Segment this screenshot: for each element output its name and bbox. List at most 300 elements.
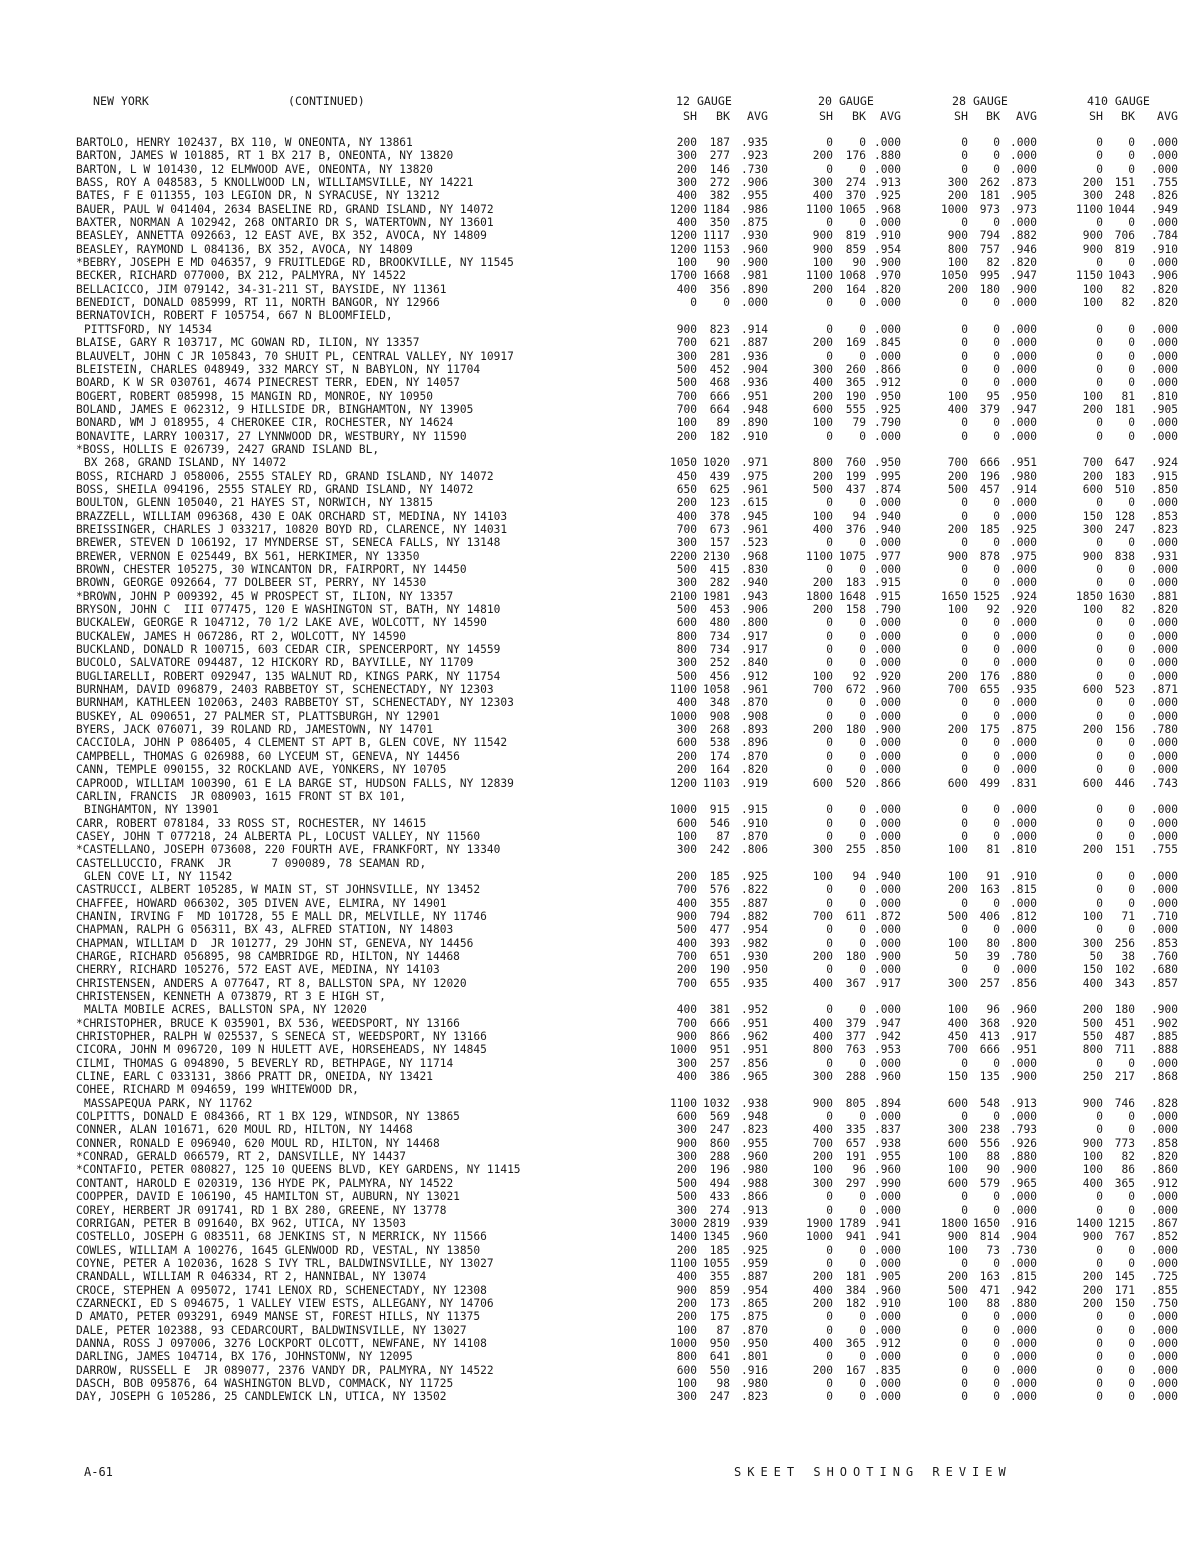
score-cell: 1650 bbox=[973, 1216, 1000, 1230]
score-cell: .881 bbox=[1151, 589, 1178, 603]
score-cell: 95 bbox=[986, 389, 1000, 403]
score-cell: .850 bbox=[874, 843, 901, 857]
score-cell: 1153 bbox=[703, 242, 730, 256]
score-cell: 500 bbox=[947, 1283, 968, 1297]
score-cell: 158 bbox=[845, 603, 866, 617]
score-cell: 200 bbox=[676, 1163, 697, 1177]
score-cell: 0 bbox=[1128, 736, 1135, 750]
score-cell: 0 bbox=[1128, 429, 1135, 443]
score-cell: 175 bbox=[709, 1310, 730, 1324]
score-cell: 900 bbox=[676, 909, 697, 923]
score-cell: .953 bbox=[874, 1043, 901, 1057]
score-cell: .925 bbox=[741, 1243, 768, 1257]
score-cell: .936 bbox=[741, 376, 768, 390]
shooter-name-address: BLAUVELT, JOHN C JR 105843, 70 SHUIT PL, CENTRAL VALLEY, NY 10917 bbox=[76, 349, 514, 363]
score-cell: 100 bbox=[947, 1003, 968, 1017]
score-cell: 900 bbox=[1082, 1096, 1103, 1110]
score-cell: 666 bbox=[979, 1043, 1000, 1057]
score-cell: .870 bbox=[741, 749, 768, 763]
score-cell: 348 bbox=[709, 696, 730, 710]
score-cell: 0 bbox=[993, 829, 1000, 843]
score-cell: .806 bbox=[741, 843, 768, 857]
shooter-name-address: *CONRAD, GERALD 066579, RT 2, DANSVILLE, NY 14437 bbox=[76, 1150, 407, 1164]
score-cell: 0 bbox=[993, 963, 1000, 977]
score-cell: 550 bbox=[709, 1363, 730, 1377]
score-cell: 300 bbox=[1082, 936, 1103, 950]
shooter-name-address: BASS, ROY A 048583, 5 KNOLLWOOD LN, WILLIAMSVILLE, NY 14221 bbox=[76, 176, 474, 190]
score-cell: 0 bbox=[826, 616, 833, 630]
score-cell: 657 bbox=[845, 1136, 866, 1150]
score-cell: .925 bbox=[1010, 522, 1037, 536]
table-row bbox=[0, 336, 1200, 349]
score-cell: 288 bbox=[709, 1150, 730, 1164]
score-cell: 164 bbox=[709, 763, 730, 777]
score-cell: 700 bbox=[676, 336, 697, 350]
score-cell: .000 bbox=[874, 709, 901, 723]
score-cell: .904 bbox=[1010, 1230, 1037, 1244]
score-cell: 100 bbox=[947, 389, 968, 403]
score-cell: 0 bbox=[859, 429, 866, 443]
score-cell: 0 bbox=[1128, 1363, 1135, 1377]
score-cell: .857 bbox=[1151, 976, 1178, 990]
column-label: SH bbox=[954, 109, 968, 123]
score-cell: .000 bbox=[874, 816, 901, 830]
table-row bbox=[0, 1123, 1200, 1136]
score-cell: 550 bbox=[1082, 1030, 1103, 1044]
score-cell: .828 bbox=[1151, 1096, 1178, 1110]
score-cell: .882 bbox=[1010, 229, 1037, 243]
score-cell: 255 bbox=[845, 843, 866, 857]
score-cell: 437 bbox=[845, 482, 866, 496]
score-cell: .000 bbox=[1151, 736, 1178, 750]
table-row bbox=[0, 309, 1200, 322]
score-cell: 0 bbox=[993, 429, 1000, 443]
score-cell: 0 bbox=[993, 576, 1000, 590]
score-cell: 200 bbox=[812, 1150, 833, 1164]
shooter-name-address: COLPITTS, DONALD E 084366, RT 1 BX 129, WINDSOR, NY 13865 bbox=[76, 1110, 460, 1124]
score-cell: 0 bbox=[859, 1390, 866, 1404]
score-cell: 900 bbox=[812, 1096, 833, 1110]
score-cell: .000 bbox=[874, 883, 901, 897]
score-cell: .961 bbox=[741, 683, 768, 697]
table-row bbox=[0, 963, 1200, 976]
score-cell: 262 bbox=[979, 176, 1000, 190]
shooter-name-address: BX 268, GRAND ISLAND, NY 14072 bbox=[84, 456, 287, 470]
score-cell: 0 bbox=[961, 1363, 968, 1377]
score-cell: 900 bbox=[676, 322, 697, 336]
score-cell: .820 bbox=[874, 282, 901, 296]
score-cell: 734 bbox=[709, 643, 730, 657]
score-cell: 400 bbox=[947, 1016, 968, 1030]
score-cell: .000 bbox=[1151, 1350, 1178, 1364]
score-cell: 700 bbox=[676, 883, 697, 897]
score-cell: 0 bbox=[859, 896, 866, 910]
table-row bbox=[0, 510, 1200, 523]
score-cell: 356 bbox=[709, 282, 730, 296]
score-cell: 0 bbox=[1128, 896, 1135, 910]
table-row bbox=[0, 1003, 1200, 1016]
score-cell: 0 bbox=[961, 616, 968, 630]
score-cell: 700 bbox=[676, 949, 697, 963]
score-cell: .896 bbox=[741, 736, 768, 750]
score-cell: .000 bbox=[874, 429, 901, 443]
score-cell: 100 bbox=[676, 416, 697, 430]
score-cell: 0 bbox=[826, 496, 833, 510]
score-cell: 200 bbox=[812, 723, 833, 737]
score-cell: 1525 bbox=[973, 589, 1000, 603]
score-cell: 0 bbox=[826, 709, 833, 723]
table-row bbox=[0, 723, 1200, 736]
score-cell: 200 bbox=[947, 469, 968, 483]
table-row bbox=[0, 1390, 1200, 1403]
score-cell: 169 bbox=[845, 336, 866, 350]
shooter-name-address: CONTANT, HAROLD E 020319, 136 HYDE PK, PALMYRA, NY 14522 bbox=[76, 1176, 454, 1190]
table-row bbox=[0, 1043, 1200, 1056]
score-cell: .000 bbox=[874, 763, 901, 777]
table-row bbox=[0, 883, 1200, 896]
shooter-name-address: CARR, ROBERT 078184, 33 ROSS ST, ROCHESTER, NY 14615 bbox=[76, 816, 427, 830]
score-cell: .730 bbox=[741, 162, 768, 176]
score-cell: 200 bbox=[676, 429, 697, 443]
shooter-name-address: *BROWN, JOHN P 009392, 45 W PROSPECT ST, ILION, NY 13357 bbox=[76, 589, 454, 603]
score-cell: .917 bbox=[741, 629, 768, 643]
score-cell: 600 bbox=[1082, 683, 1103, 697]
score-cell: 767 bbox=[1114, 1230, 1135, 1244]
score-cell: .900 bbox=[1010, 1070, 1037, 1084]
score-cell: 1000 bbox=[670, 1336, 697, 1350]
score-cell: 1200 bbox=[670, 776, 697, 790]
score-cell: .000 bbox=[1010, 576, 1037, 590]
score-cell: 150 bbox=[1082, 509, 1103, 523]
score-cell: 256 bbox=[1114, 936, 1135, 950]
shooter-name-address: BEASLEY, RAYMOND L 084136, BX 352, AVOCA, NY 14809 bbox=[76, 242, 413, 256]
shooter-name-address: BROWN, CHESTER 105275, 30 WINCANTON DR, FAIRPORT, NY 14450 bbox=[76, 563, 467, 576]
score-cell: .784 bbox=[1151, 229, 1178, 243]
score-cell: 0 bbox=[993, 749, 1000, 763]
score-cell: 0 bbox=[1096, 349, 1103, 363]
score-cell: 0 bbox=[1128, 162, 1135, 176]
score-cell: .000 bbox=[1010, 803, 1037, 817]
table-row bbox=[0, 283, 1200, 296]
score-cell: 0 bbox=[993, 696, 1000, 710]
score-cell: 0 bbox=[1128, 576, 1135, 590]
score-cell: 0 bbox=[961, 1336, 968, 1350]
score-cell: 100 bbox=[947, 1243, 968, 1257]
score-cell: 0 bbox=[1096, 803, 1103, 817]
score-cell: 650 bbox=[676, 482, 697, 496]
table-row bbox=[0, 1377, 1200, 1390]
shooter-name-address: BUCKALEW, JAMES H 067286, RT 2, WOLCOTT, NY 14590 bbox=[76, 629, 407, 643]
score-cell: .615 bbox=[741, 496, 768, 510]
score-cell: .000 bbox=[1151, 429, 1178, 443]
score-cell: 335 bbox=[845, 1123, 866, 1137]
score-cell: 100 bbox=[947, 936, 968, 950]
score-cell: 156 bbox=[1114, 723, 1135, 737]
score-cell: 0 bbox=[1096, 576, 1103, 590]
score-cell: 180 bbox=[1114, 1003, 1135, 1017]
score-cell: 0 bbox=[1096, 749, 1103, 763]
shooter-name-address: COSTELLO, JOSEPH G 083511, 68 JENKINS ST, N MERRICK, NY 11566 bbox=[76, 1230, 487, 1244]
score-cell: 456 bbox=[709, 669, 730, 683]
score-cell: 196 bbox=[979, 469, 1000, 483]
score-cell: .913 bbox=[874, 176, 901, 190]
score-cell: 500 bbox=[676, 603, 697, 617]
table-row bbox=[0, 1177, 1200, 1190]
score-cell: 1068 bbox=[839, 269, 866, 283]
score-cell: 200 bbox=[812, 1270, 833, 1284]
column-label: BK bbox=[852, 109, 866, 123]
score-cell: 600 bbox=[1082, 776, 1103, 790]
score-cell: 370 bbox=[845, 189, 866, 203]
score-cell: 0 bbox=[1096, 1190, 1103, 1204]
score-cell: 1100 bbox=[806, 202, 833, 216]
score-cell: 900 bbox=[947, 229, 968, 243]
score-cell: 200 bbox=[1082, 469, 1103, 483]
score-cell: 196 bbox=[709, 1163, 730, 1177]
shooter-name-address: DARLING, JAMES 104714, BX 176, JOHNSTONW, NY 12095 bbox=[76, 1350, 413, 1364]
table-row bbox=[0, 1244, 1200, 1257]
score-cell: 1058 bbox=[703, 683, 730, 697]
score-cell: 274 bbox=[709, 1203, 730, 1217]
score-cell: 700 bbox=[812, 1136, 833, 1150]
score-cell: .823 bbox=[741, 1390, 768, 1404]
table-row bbox=[0, 1284, 1200, 1297]
score-cell: .951 bbox=[741, 389, 768, 403]
score-cell: 0 bbox=[993, 656, 1000, 670]
score-cell: 900 bbox=[947, 1230, 968, 1244]
score-cell: 378 bbox=[709, 509, 730, 523]
score-cell: 600 bbox=[947, 1096, 968, 1110]
score-cell: .860 bbox=[1151, 1163, 1178, 1177]
score-cell: .975 bbox=[1010, 549, 1037, 563]
score-cell: .919 bbox=[741, 776, 768, 790]
score-cell: .000 bbox=[874, 936, 901, 950]
score-cell: .960 bbox=[741, 242, 768, 256]
score-cell: 1044 bbox=[1108, 202, 1135, 216]
score-cell: .801 bbox=[741, 1350, 768, 1364]
score-cell: 181 bbox=[979, 189, 1000, 203]
score-cell: .830 bbox=[741, 563, 768, 576]
score-cell: .000 bbox=[741, 296, 768, 310]
score-cell: 600 bbox=[812, 776, 833, 790]
score-cell: .965 bbox=[1010, 1176, 1037, 1190]
score-cell: 0 bbox=[993, 563, 1000, 576]
score-cell: 300 bbox=[676, 1203, 697, 1217]
score-cell: .000 bbox=[1010, 749, 1037, 763]
score-cell: .968 bbox=[874, 202, 901, 216]
score-cell: .000 bbox=[874, 1256, 901, 1270]
shooter-name-address: BONAVITE, LARRY 100317, 27 LYNNWOOD DR, WESTBURY, NY 11590 bbox=[76, 429, 467, 443]
table-row bbox=[0, 630, 1200, 643]
score-cell: 0 bbox=[1096, 336, 1103, 350]
score-cell: .000 bbox=[1010, 616, 1037, 630]
score-cell: .000 bbox=[1010, 829, 1037, 843]
shooter-name-address: DARROW, RUSSELL E JR 089077, 2376 VANDY DR, PALMYRA, NY 14522 bbox=[76, 1363, 494, 1377]
score-cell: 700 bbox=[1082, 456, 1103, 470]
score-cell: 400 bbox=[676, 509, 697, 523]
score-cell: 365 bbox=[1114, 1176, 1135, 1190]
score-cell: 0 bbox=[859, 1056, 866, 1070]
score-cell: 0 bbox=[1128, 749, 1135, 763]
score-cell: 300 bbox=[676, 349, 697, 363]
score-cell: .000 bbox=[1010, 1310, 1037, 1324]
score-cell: 0 bbox=[1128, 376, 1135, 390]
score-cell: .000 bbox=[1010, 509, 1037, 523]
score-cell: 100 bbox=[1082, 296, 1103, 310]
score-cell: 823 bbox=[709, 322, 730, 336]
score-cell: 523 bbox=[1114, 683, 1135, 697]
score-cell: .980 bbox=[1010, 469, 1037, 483]
score-cell: .000 bbox=[1010, 376, 1037, 390]
score-cell: .760 bbox=[1151, 949, 1178, 963]
score-cell: 0 bbox=[1128, 362, 1135, 376]
score-cell: 0 bbox=[1128, 803, 1135, 817]
score-cell: .936 bbox=[741, 349, 768, 363]
score-cell: .000 bbox=[1151, 709, 1178, 723]
score-cell: 0 bbox=[1096, 216, 1103, 230]
score-cell: 39 bbox=[986, 949, 1000, 963]
score-cell: .000 bbox=[1151, 1056, 1178, 1070]
shooter-name-address: CHAPMAN, WILLIAM D JR 101277, 29 JOHN ST, GENEVA, NY 14456 bbox=[76, 936, 474, 950]
shooter-name-address: CHRISTOPHER, RALPH W 025537, S SENECA ST, WEEDSPORT, NY 13166 bbox=[76, 1030, 487, 1044]
score-cell: 200 bbox=[812, 576, 833, 590]
shooter-name-address: BECKER, RICHARD 077000, BX 212, PALMYRA, NY 14522 bbox=[76, 269, 407, 283]
score-cell: 500 bbox=[812, 482, 833, 496]
score-cell: 0 bbox=[993, 136, 1000, 149]
score-cell: .820 bbox=[1151, 1150, 1178, 1164]
score-cell: 200 bbox=[947, 669, 968, 683]
column-label: SH bbox=[683, 109, 697, 123]
score-cell: 3000 bbox=[670, 1216, 697, 1230]
score-cell: .882 bbox=[741, 909, 768, 923]
score-cell: 0 bbox=[993, 162, 1000, 176]
score-cell: 452 bbox=[709, 362, 730, 376]
table-row bbox=[0, 1257, 1200, 1270]
score-cell: 1900 bbox=[806, 1216, 833, 1230]
score-cell: .988 bbox=[741, 1176, 768, 1190]
score-cell: 242 bbox=[709, 843, 730, 857]
score-cell: .887 bbox=[741, 336, 768, 350]
score-cell: .000 bbox=[1151, 349, 1178, 363]
score-cell: 247 bbox=[1114, 522, 1135, 536]
score-cell: 1050 bbox=[670, 456, 697, 470]
column-label: BK bbox=[1121, 109, 1135, 123]
score-cell: .000 bbox=[1151, 616, 1178, 630]
score-cell: .912 bbox=[1151, 1176, 1178, 1190]
score-cell: 272 bbox=[709, 176, 730, 190]
score-cell: 0 bbox=[859, 1190, 866, 1204]
score-cell: 100 bbox=[1082, 282, 1103, 296]
table-row bbox=[0, 563, 1200, 576]
score-cell: 655 bbox=[979, 683, 1000, 697]
score-cell: 1000 bbox=[806, 1230, 833, 1244]
score-cell: 0 bbox=[1096, 1350, 1103, 1364]
score-cell: 163 bbox=[979, 1270, 1000, 1284]
score-cell: 0 bbox=[1096, 643, 1103, 657]
score-cell: .900 bbox=[874, 723, 901, 737]
score-cell: 200 bbox=[947, 723, 968, 737]
score-cell: .962 bbox=[741, 1030, 768, 1044]
score-cell: .855 bbox=[1151, 1283, 1178, 1297]
score-cell: 297 bbox=[845, 1176, 866, 1190]
score-cell: .823 bbox=[741, 1123, 768, 1137]
column-label: AVG bbox=[1157, 109, 1178, 123]
score-cell: 87 bbox=[716, 1323, 730, 1337]
score-cell: 494 bbox=[709, 1176, 730, 1190]
score-cell: 0 bbox=[1096, 1310, 1103, 1324]
score-cell: 90 bbox=[852, 256, 866, 270]
score-cell: 200 bbox=[812, 1296, 833, 1310]
score-cell: 706 bbox=[1114, 229, 1135, 243]
score-cell: 0 bbox=[1128, 349, 1135, 363]
score-cell: 0 bbox=[1096, 376, 1103, 390]
score-cell: 0 bbox=[826, 763, 833, 777]
score-cell: .941 bbox=[874, 1216, 901, 1230]
score-cell: .940 bbox=[874, 869, 901, 883]
score-cell: .906 bbox=[1151, 269, 1178, 283]
score-cell: 0 bbox=[859, 763, 866, 777]
score-cell: .710 bbox=[1151, 909, 1178, 923]
score-cell: 88 bbox=[986, 1150, 1000, 1164]
score-cell: 0 bbox=[859, 1323, 866, 1337]
score-cell: 217 bbox=[1114, 1070, 1135, 1084]
score-cell: .910 bbox=[874, 1296, 901, 1310]
score-cell: 0 bbox=[826, 1110, 833, 1124]
score-cell: 0 bbox=[859, 656, 866, 670]
score-cell: 1032 bbox=[703, 1096, 730, 1110]
score-cell: .915 bbox=[874, 576, 901, 590]
score-cell: 300 bbox=[676, 1150, 697, 1164]
score-cell: 546 bbox=[709, 816, 730, 830]
score-cell: 300 bbox=[676, 536, 697, 550]
shooter-name-address: BONARD, WM J 018955, 4 CHEROKEE CIR, ROCHESTER, NY 14624 bbox=[76, 416, 454, 430]
shooter-name-address: BURNHAM, KATHLEEN 102063, 2403 RABBETOY ST, SCHENECTADY, NY 12303 bbox=[76, 696, 514, 710]
score-cell: .885 bbox=[1151, 1030, 1178, 1044]
score-cell: .750 bbox=[1151, 1296, 1178, 1310]
shooter-name-address: MASSAPEQUA PARK, NY 11762 bbox=[84, 1096, 253, 1110]
score-cell: 0 bbox=[859, 162, 866, 176]
score-cell: 300 bbox=[812, 1070, 833, 1084]
score-cell: .826 bbox=[1151, 189, 1178, 203]
shooter-name-address: CACCIOLA, JOHN P 086405, 4 CLEMENT ST APT B, GLEN COVE, NY 11542 bbox=[76, 736, 508, 750]
score-cell: .990 bbox=[874, 1176, 901, 1190]
score-cell: 365 bbox=[845, 376, 866, 390]
score-cell: 0 bbox=[961, 376, 968, 390]
score-cell: .910 bbox=[741, 816, 768, 830]
score-cell: .950 bbox=[741, 963, 768, 977]
score-cell: .000 bbox=[1010, 736, 1037, 750]
shooter-name-address: *BEBRY, JOSEPH E MD 046357, 9 FRUITLEDGE RD, BROOKVILLE, NY 11545 bbox=[76, 256, 514, 270]
score-cell: 0 bbox=[859, 1243, 866, 1257]
score-cell: 1200 bbox=[670, 242, 697, 256]
score-cell: 0 bbox=[1096, 1376, 1103, 1390]
score-cell: 73 bbox=[986, 1243, 1000, 1257]
score-cell: 94 bbox=[852, 509, 866, 523]
score-cell: .875 bbox=[741, 216, 768, 230]
score-cell: .880 bbox=[1010, 669, 1037, 683]
score-cell: .858 bbox=[1151, 1136, 1178, 1150]
score-cell: .955 bbox=[741, 189, 768, 203]
score-cell: 538 bbox=[709, 736, 730, 750]
score-cell: .000 bbox=[874, 1243, 901, 1257]
score-cell: .000 bbox=[1151, 1376, 1178, 1390]
score-cell: 0 bbox=[826, 349, 833, 363]
score-cell: .000 bbox=[1151, 923, 1178, 937]
score-cell: 700 bbox=[676, 402, 697, 416]
score-cell: 0 bbox=[1096, 1390, 1103, 1404]
table-row bbox=[0, 710, 1200, 723]
score-cell: 150 bbox=[1114, 1296, 1135, 1310]
